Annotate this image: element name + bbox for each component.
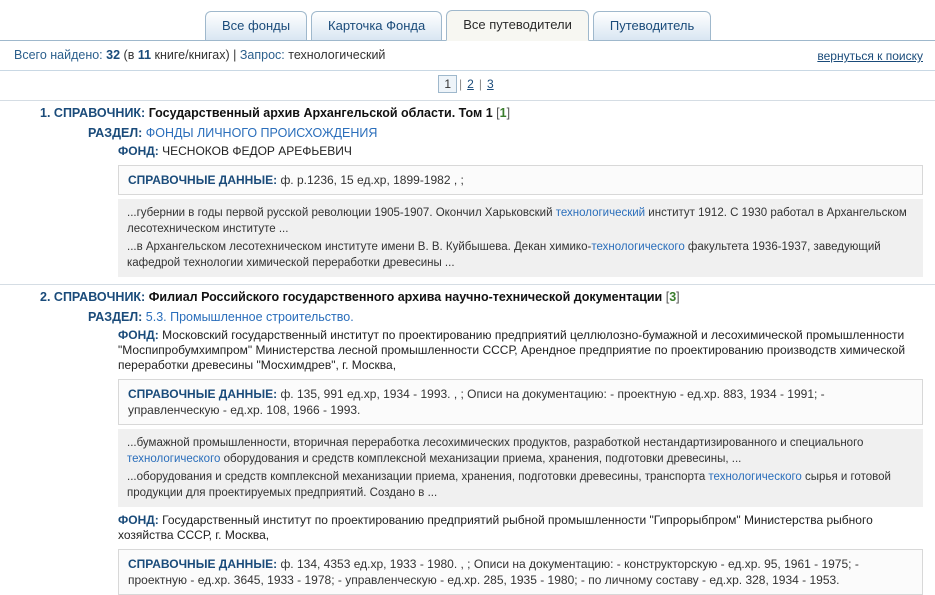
pagination	[0, 71, 935, 95]
record-number: 1.	[40, 106, 51, 120]
tab-bar	[0, 0, 935, 41]
tab-guide[interactable]: Путеводитель	[593, 11, 711, 40]
record-title[interactable]: Государственный архив Архангельской области. Том 1	[148, 106, 493, 120]
fund-value[interactable]: Московский государственный институт по проектированию предприятий целлюлозно-бумажной и лесохимической промышленности "Моспипробумхимпром" Министерства лесной промышленности СССР, Арендное предприятие по проектированию производств химической переработки древесины "Мосхимдрев", г. Москва,	[118, 328, 906, 372]
result-record	[0, 97, 935, 277]
snippet-post: факультета 1936-1937, заведующий кафедрой технологии химической переработки древесины ...	[127, 241, 881, 269]
info-divider: |	[233, 48, 237, 62]
record-count-close: ]	[676, 290, 680, 304]
snippet	[127, 205, 914, 237]
snippet-post: оборудования и средств комплексной механизации приема, хранения, подготовки древесины, ...	[220, 453, 742, 465]
snippet	[127, 239, 914, 271]
record-number: 2.	[40, 290, 51, 304]
section-label: РАЗДЕЛ:	[88, 310, 143, 324]
result-record	[0, 281, 935, 595]
fund-value[interactable]: Государственный институт по проектированию предприятий рыбной промышленности "Гипрорыбпром" Министерства рыбного хозяйства СССР, г. Москва,	[118, 513, 873, 542]
snippet-post: институт 1912. С 1930 работал в Архангельском лесотехническом институте ...	[127, 207, 907, 235]
snippet-pre: ...губернии в годы первой русской революции 1905-1907. Окончил Харьковский	[127, 207, 556, 219]
fund-label: ФОНД:	[118, 328, 159, 342]
snippet-post: сырья и готовой продукции для проектируемых предприятий. Создано в ...	[127, 471, 891, 499]
record-type-label: СПРАВОЧНИК:	[53, 106, 146, 120]
snippet-highlight: технологического	[591, 241, 685, 253]
page-1-button[interactable]: 1	[438, 75, 457, 93]
section-value[interactable]: 5.3. Промышленное строительство.	[145, 310, 354, 324]
fund-label: ФОНД:	[118, 513, 159, 527]
books-word: книге/книгах)	[154, 48, 230, 62]
reference-data-box	[118, 165, 923, 195]
snippet-highlight: технологического	[127, 453, 221, 465]
record-count-close: ]	[506, 106, 511, 120]
back-to-search-link[interactable]: вернуться к поиску	[817, 49, 923, 63]
fund-label: ФОНД:	[118, 144, 159, 158]
snippet-highlight: технологического	[708, 471, 802, 483]
reference-data-label: СПРАВОЧНЫЕ ДАННЫЕ:	[128, 557, 278, 571]
reference-data-label: СПРАВОЧНЫЕ ДАННЫЕ:	[128, 387, 278, 401]
record-type-label: СПРАВОЧНИК:	[53, 290, 146, 304]
snippet-pre: ...бумажной промышленности, вторичная переработка лесохимических продуктов, разработкой нестандартизированного и специального	[127, 437, 864, 449]
query-label: Запрос:	[239, 48, 285, 62]
fund-value[interactable]: ЧЕСНОКОВ ФЕДОР АРЕФЬЕВИЧ	[162, 144, 352, 158]
snippet	[127, 469, 914, 501]
record-hit-count: 3	[669, 290, 677, 304]
results-info-bar	[0, 41, 935, 71]
page-3-button[interactable]: 3	[486, 77, 494, 91]
reference-data-value: ф. 134, 4353 ед.хр, 1933 - 1980. , ; Описи на документацию: - конструкторскую - ед.хр. 95, 1961 - 1975; - проектную - ед.хр. 3645, 1933 - 1978; - управленческую - ед.хр. 285, 1935 - 1980; - по личному составу - ед.хр. 328, 1934 - 1953.	[128, 557, 859, 587]
query-value: технологический	[288, 48, 386, 62]
record-title[interactable]: Филиал Российского государственного архива научно-технической документации	[148, 290, 663, 304]
snippet-box	[118, 429, 923, 507]
snippet	[127, 435, 914, 467]
record-hit-count: 1	[499, 106, 507, 120]
snippet-highlight: технологический	[555, 207, 646, 219]
tab-fund-card[interactable]: Карточка Фонда	[311, 11, 442, 40]
reference-data-box	[118, 549, 923, 595]
snippet-pre: ...оборудования и средств комплексной механизации приема, хранения, подготовки древесины, транспорта	[127, 471, 709, 483]
record-header	[0, 284, 935, 308]
section-label: РАЗДЕЛ:	[88, 126, 143, 140]
found-count: 32	[106, 48, 121, 62]
pager-separator-2: |	[478, 77, 482, 91]
record-count-open: [	[665, 290, 670, 304]
fund-entry	[0, 326, 935, 375]
results-list	[0, 95, 935, 595]
tab-group	[205, 9, 711, 40]
pager-separator-1: |	[459, 77, 463, 91]
record-section	[0, 124, 935, 142]
tab-all-funds[interactable]: Все фонды	[205, 11, 307, 40]
fund-entry	[0, 511, 935, 545]
reference-data-label: СПРАВОЧНЫЕ ДАННЫЕ:	[128, 173, 278, 187]
record-count-open: [	[496, 106, 500, 120]
books-count: 11	[137, 48, 152, 62]
page-2-button[interactable]: 2	[467, 77, 474, 91]
snippet-box	[118, 199, 923, 277]
in-books-open: (в	[123, 48, 135, 62]
snippet-pre: ...в Архангельском лесотехническом институте имени В. В. Куйбышева. Декан химико-	[127, 241, 592, 253]
section-value[interactable]: ФОНДЫ ЛИЧНОГО ПРОИСХОЖДЕНИЯ	[145, 126, 378, 140]
fund-entry	[0, 142, 935, 161]
reference-data-box	[118, 379, 923, 425]
reference-data-value: ф. р.1236, 15 ед.хр, 1899-1982 , ;	[280, 173, 464, 187]
found-label: Всего найдено:	[14, 48, 103, 62]
record-section	[0, 308, 935, 326]
tab-all-guides[interactable]: Все путеводители	[446, 10, 589, 41]
record-header	[0, 100, 935, 124]
reference-data-value: ф. 135, 991 ед.хр, 1934 - 1993. , ; Описи на документацию: - проектную - ед.хр. 883, 1934 - 1991; - управленческую - ед.хр. 108, 1966 - 1993.	[128, 387, 825, 417]
